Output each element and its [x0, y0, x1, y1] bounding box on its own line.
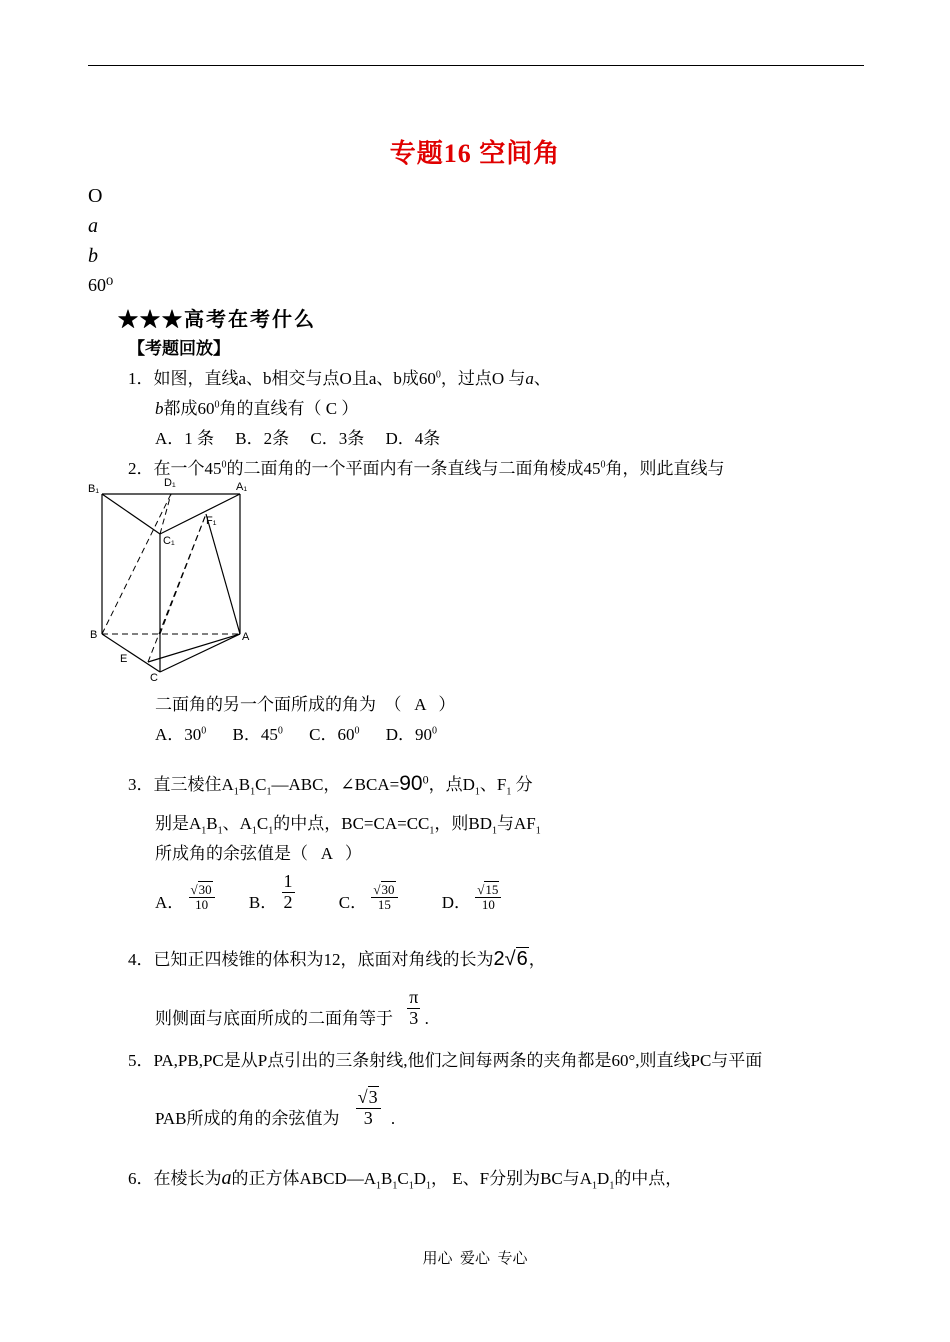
header-rule — [88, 65, 864, 66]
q4-line1: 4．已知正四棱锥的体积为12，底面对角线的长为2√6， — [128, 948, 546, 970]
label-a: A — [242, 631, 250, 643]
q2-line1: 2．在一个$45^0$的二面角的一个平面内有一条直线与二面角棱成$45^0$角，则此直线与 — [128, 459, 725, 478]
label-c1: C₁ — [163, 535, 175, 547]
page-title: 专题16 空间角 — [389, 139, 561, 168]
q5-line1: 5．PA,PB,PC是从P点引出的三条射线,他们之间每两条的夹角都是60°,则直线PC与平面 — [128, 1051, 763, 1070]
label-b: B — [90, 629, 98, 641]
q2-line2: 二面角的另一个面所成的角为 （ A ） — [155, 695, 456, 714]
fig-label-60: 60⁰ — [88, 275, 114, 295]
subsection-header: 【考题回放】 — [128, 339, 230, 358]
fig-label-b: b — [88, 245, 98, 267]
label-f1: F₁ — [206, 515, 217, 527]
page-footer: 用心 爱心 专心 — [422, 1251, 528, 1267]
fig-label-a: a — [88, 215, 98, 237]
q1-options: A．1 条 B．2条 C．3条 D．4条 — [155, 429, 441, 448]
label-e: E — [120, 653, 128, 665]
label-d1: D₁ — [164, 477, 176, 489]
section-header: ★★★高考在考什么 — [118, 309, 316, 331]
q1-line1: 1．如图，直线a、b相交与点O且a、b成$60^0$，过点O 与a、 — [128, 369, 551, 388]
q3-options: A． $\frac{√30}{10}$ B． $\frac{1}{2}$ C． $\frac{√30}{15}$ D． $\frac{√15}{10}$ — [155, 872, 501, 913]
prism-figure — [88, 474, 258, 684]
q2-options: A．$30^0$ B．$45^0$ C．$60^0$ D．$90^0$ — [155, 725, 437, 744]
label-a1: A₁ — [236, 481, 248, 493]
q5-line2: PAB所成的角的余弦值为 $\frac{√3}{3}$ . — [155, 1087, 396, 1128]
fig-label-o: O — [88, 185, 103, 207]
q4-line2: 则侧面与底面所成的二面角等于 $\frac{\pi}{3}$ . — [155, 987, 429, 1028]
label-b1: B₁ — [88, 483, 100, 495]
q4-value: 2√6 — [493, 948, 528, 970]
q1-line2: b都成$60^0$角的直线有（ C ） — [155, 399, 359, 418]
q6-line1: 6．在棱长为a的正方体$ABCD—A_1B_1C_1D_1$， E、F分别为BC与$A_1D_1$的中点， — [128, 1167, 683, 1192]
q3-line1: 3．直三棱住$A_1B_1C_1—ABC$，$\angle BCA=90^0$，点$D_1$、$F_1$ 分 — [128, 772, 533, 798]
label-c: C — [150, 672, 158, 684]
q3-line2: 别是$A_1B_1$、$A_1C_1$的中点，$BC=CA=CC_1$，则$BD_1$与$AF_1$ — [155, 814, 541, 837]
q3-line3: 所成角的余弦值是（ A ） — [155, 844, 362, 863]
